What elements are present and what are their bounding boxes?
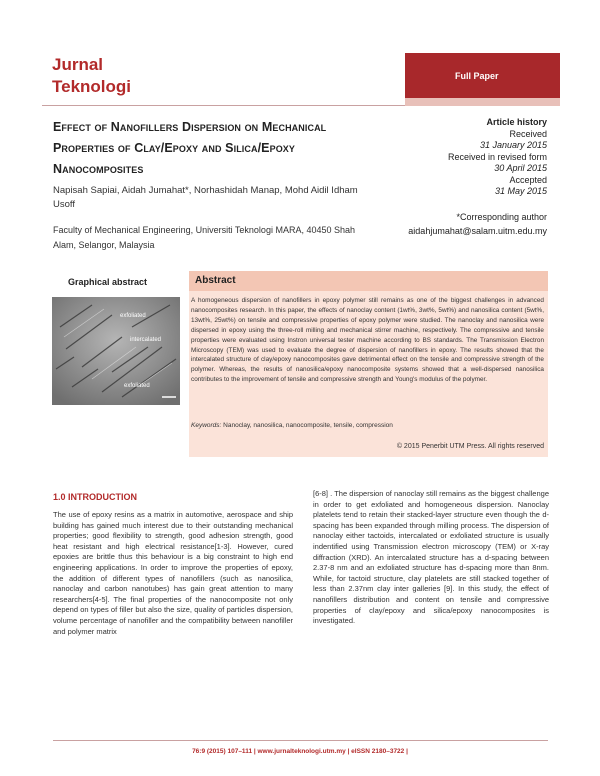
author-list: Napisah Sapiai, Aidah Jumahat*, Norhashidah Manap, Mohd Aidil Idham Usoff <box>53 185 358 210</box>
tem-micrograph-svg <box>52 297 180 405</box>
author-affiliation: Faculty of Mechanical Engineering, Universiti Teknologi MARA, 40450 Shah Alam, Selangor, Malaysia <box>53 225 355 250</box>
history-date-accepted: 31 May 2015 <box>494 186 547 196</box>
keywords-label: Keywords: <box>191 422 222 429</box>
banner-label: Full Paper <box>455 70 499 81</box>
abstract-text: A homogeneous dispersion of nanofillers in epoxy polymer still remains as one of the biggest challenges in advanced nanocomposites research. In this paper, the effects of nanoclay content (1wt%, 3wt%, 5wt%) and nanosilica content (5wt%, 13wt%, 25wt%) on tensile and compressive properties of epoxy polymer were studied. The nanoclay and nanosilica were dispersed in epoxy using the three-roll milling and mechanical stirrer machine, respectively. The compressive and tensile properties were evaluated using Instron universal tester machine according to BS standards. The Transmission Electron Microscopy (TEM) was used to evaluate the degree of dispersion of nanofillers in epoxy. The results showed that the intercalated structure of clay/epoxy nanocomposites gave detrimental effect on the tensile and compressive strength of the polymer. Whereas, the results of nanosilica/epoxy nanocomposite systems showed that a well-dispersed nanosilica contributes to the improvement of tensile and compressive strength and Young's modulus of the polymer. <box>191 297 544 384</box>
article-title: Effect of Nanofillers Dispersion on Mechanical Properties of Clay/Epoxy and Silica/Epoxy Nanocomposites <box>53 120 327 176</box>
history-date-revised: 30 April 2015 <box>494 163 547 173</box>
article-history-title: Article history <box>486 117 547 127</box>
copyright-notice: © 2015 Penerbit UTM Press. All rights reserved <box>396 443 544 450</box>
keywords <box>191 422 544 429</box>
introduction-heading: 1.0 INTRODUCTION <box>53 492 138 502</box>
abstract-title: Abstract <box>189 271 548 291</box>
journal-name-line1: Jurnal <box>52 55 104 74</box>
introduction-left-column: The use of epoxy resins as a matrix in automotive, aerospace and ship building has gained much interest due to their outstanding mechanical properties; good flexibility to strength, good adhesion strength, good heat resistant and high electrical resistance[1-3]. However, cured epoxies are brittle thus this behaviour is a big constraint to high end engineering applications. In order to improve the properties of epoxy, the addition of different types of nanofillers (such as nanosilica, nanoclay and carbon nanotubes) has gain great attention to many researchers[4-5]. The final properties of the nanocomposite not only depend on types of filler but also the size, quality of particles dispersion, volume percentage of nanofiller and the compatibility between nanofiller and polymer matrix <box>53 510 293 636</box>
history-date-received: 31 January 2015 <box>479 140 547 150</box>
history-label-accepted: Accepted <box>509 174 547 185</box>
corresponding-author-email[interactable]: aidahjumahat@salam.uitm.edu.my <box>408 226 547 236</box>
header-divider <box>42 105 407 106</box>
article-history <box>448 117 547 198</box>
history-label-received: Received <box>509 128 547 139</box>
introduction-right-column: [6-8] . The dispersion of nanoclay still remains as the biggest challenge in order to get exfoliated and homogeneous dispersion. Nanoclay platelets tend to retain their stacked-layer structure even though the d-spacing has been expanded through milling process. The dispersion of nanoclay either tactoids, intercalated or exfoliated structure is usually indentified using Transmission electron microscopy (TEM) or X-ray diffraction (XRD). An intercalated structure has a d-spacing between 2.37-8 nm and an exfoliated structure has d-spacing more than 8nm. While, for tactoid structure, clay platelets are still stacked together of less than 2.37nm clay inter galleries [9]. In this study, the effect of nanofillers distribution and content on tensile and compressive properties of clay/epoxy and silica/epoxy nanocomposites is investigated. <box>313 489 549 626</box>
graphical-abstract-title: Graphical abstract <box>68 277 148 287</box>
footer-divider <box>53 740 548 741</box>
label-exfoliated-top: exfoliated <box>120 313 146 319</box>
label-exfoliated-bottom: exfoliated <box>124 383 150 389</box>
journal-name-line2: Teknologi <box>52 77 132 96</box>
banner-strip <box>405 98 560 106</box>
label-intercalated: intercalated <box>130 337 162 343</box>
page-footer: 76:9 (2015) 107–111 | www.jurnalteknologi.utm.my | eISSN 2180–3722 | <box>192 748 408 755</box>
keywords-list: Nanoclay, nanosilica, nanocomposite, tensile, compression <box>223 422 393 429</box>
history-label-revised: Received in revised form <box>447 151 547 162</box>
corresponding-author-label: *Corresponding author <box>456 212 547 222</box>
full-paper-banner <box>405 53 560 98</box>
tem-micrograph-image <box>52 297 180 405</box>
journal-logo <box>52 54 131 98</box>
